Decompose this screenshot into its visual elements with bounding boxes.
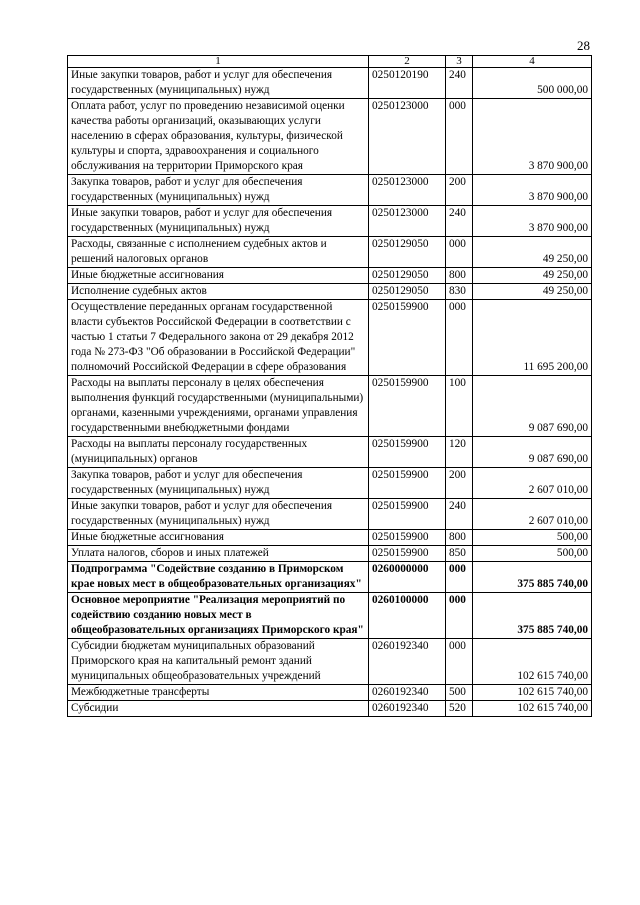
- table-row: [68, 546, 592, 562]
- row-amount: 9 087 690,00: [473, 437, 592, 468]
- row-amount: 500,00: [473, 530, 592, 546]
- row-code: 0250123000: [369, 99, 446, 175]
- row-code: 0250159900: [369, 300, 446, 376]
- row-type: 000: [446, 593, 473, 639]
- row-type: 200: [446, 468, 473, 499]
- row-name: Иные бюджетные ассигнования: [68, 268, 369, 284]
- row-name: Закупка товаров, работ и услуг для обеспечения государственных (муниципальных) нужд: [68, 468, 369, 499]
- row-amount: 3 870 900,00: [473, 175, 592, 206]
- row-name: Закупка товаров, работ и услуг для обеспечения государственных (муниципальных) нужд: [68, 175, 369, 206]
- row-code: 0250129050: [369, 284, 446, 300]
- row-amount: 9 087 690,00: [473, 376, 592, 437]
- row-type: 800: [446, 268, 473, 284]
- row-code: 0250123000: [369, 206, 446, 237]
- table-row: [68, 376, 592, 437]
- row-amount: 102 615 740,00: [473, 639, 592, 685]
- table-row: [68, 685, 592, 701]
- table-row: [68, 99, 592, 175]
- table-row: [68, 206, 592, 237]
- table-row: [68, 562, 592, 593]
- row-name: Иные бюджетные ассигнования: [68, 530, 369, 546]
- row-name: Расходы на выплаты персоналу государственных (муниципальных) органов: [68, 437, 369, 468]
- row-name: Иные закупки товаров, работ и услуг для обеспечения государственных (муниципальных) нужд: [68, 206, 369, 237]
- row-code: 0250129050: [369, 268, 446, 284]
- row-amount: 375 885 740,00: [473, 593, 592, 639]
- row-type: 000: [446, 300, 473, 376]
- row-name: Субсидии: [68, 701, 369, 717]
- row-type: 520: [446, 701, 473, 717]
- row-type: 800: [446, 530, 473, 546]
- row-amount: 3 870 900,00: [473, 99, 592, 175]
- row-name: Субсидии бюджетам муниципальных образований Приморского края на капитальный ремонт зданий муниципальных общеобразовательных учреждений: [68, 639, 369, 685]
- table-row: [68, 530, 592, 546]
- row-code: 0260100000: [369, 593, 446, 639]
- row-code: 0250159900: [369, 468, 446, 499]
- row-type: 850: [446, 546, 473, 562]
- row-amount: 49 250,00: [473, 237, 592, 268]
- table-row: [68, 499, 592, 530]
- row-amount: 500 000,00: [473, 68, 592, 99]
- table-row: [68, 237, 592, 268]
- row-name: Расходы на выплаты персоналу в целях обеспечения выполнения функций государственными (муниципальными) органами, казенными учреждениями, органами управления государственными внебюджетными фондами: [68, 376, 369, 437]
- row-code: 0250120190: [369, 68, 446, 99]
- row-name: Иные закупки товаров, работ и услуг для обеспечения государственных (муниципальных) нужд: [68, 68, 369, 99]
- row-code: 0250159900: [369, 530, 446, 546]
- table-row: [68, 437, 592, 468]
- row-type: 240: [446, 499, 473, 530]
- table-row: [68, 68, 592, 99]
- row-amount: 49 250,00: [473, 284, 592, 300]
- row-name: Основное мероприятие "Реализация мероприятий по содействию созданию новых мест в общеобразовательных организациях Приморского края": [68, 593, 369, 639]
- row-amount: 102 615 740,00: [473, 685, 592, 701]
- row-type: 000: [446, 99, 473, 175]
- row-name: Подпрограмма "Содействие созданию в Приморском крае новых мест в общеобразовательных организациях": [68, 562, 369, 593]
- table-row: [68, 593, 592, 639]
- row-type: 500: [446, 685, 473, 701]
- header-row: [68, 56, 592, 68]
- row-code: 0250123000: [369, 175, 446, 206]
- row-name: Расходы, связанные с исполнением судебных актов и решений налоговых органов: [68, 237, 369, 268]
- row-amount: 500,00: [473, 546, 592, 562]
- row-code: 0250159900: [369, 437, 446, 468]
- table-row: [68, 701, 592, 717]
- row-name: Оплата работ, услуг по проведению независимой оценки качества работы организаций, оказывающих услуги населению в сферах образования, культуры, физической культуры и спорта, здравоохранения и социального обслуживания на территории Приморского края: [68, 99, 369, 175]
- table-row: [68, 468, 592, 499]
- row-type: 240: [446, 68, 473, 99]
- row-amount: 102 615 740,00: [473, 701, 592, 717]
- row-code: 0250159900: [369, 376, 446, 437]
- header-col-1: 1: [68, 56, 369, 68]
- row-type: 200: [446, 175, 473, 206]
- header-col-4: 4: [473, 56, 592, 68]
- row-amount: 2 607 010,00: [473, 499, 592, 530]
- row-amount: 49 250,00: [473, 268, 592, 284]
- table-row: [68, 175, 592, 206]
- row-type: 830: [446, 284, 473, 300]
- row-type: 000: [446, 237, 473, 268]
- table-row: [68, 284, 592, 300]
- row-type: 000: [446, 639, 473, 685]
- budget-table-body: [68, 56, 592, 717]
- row-name: Исполнение судебных актов: [68, 284, 369, 300]
- row-code: 0260192340: [369, 685, 446, 701]
- row-amount: 3 870 900,00: [473, 206, 592, 237]
- row-code: 0260192340: [369, 701, 446, 717]
- row-amount: 11 695 200,00: [473, 300, 592, 376]
- table-row: [68, 268, 592, 284]
- row-code: 0260000000: [369, 562, 446, 593]
- page-number: 28: [577, 38, 590, 53]
- row-code: 0250159900: [369, 546, 446, 562]
- row-type: 100: [446, 376, 473, 437]
- table-row: [68, 300, 592, 376]
- budget-table: [67, 55, 592, 717]
- table-row: [68, 639, 592, 685]
- row-name: Уплата налогов, сборов и иных платежей: [68, 546, 369, 562]
- row-type: 120: [446, 437, 473, 468]
- row-code: 0250159900: [369, 499, 446, 530]
- row-amount: 375 885 740,00: [473, 562, 592, 593]
- row-type: 240: [446, 206, 473, 237]
- row-name: Межбюджетные трансферты: [68, 685, 369, 701]
- header-col-3: 3: [446, 56, 473, 68]
- row-name: Иные закупки товаров, работ и услуг для обеспечения государственных (муниципальных) нужд: [68, 499, 369, 530]
- row-name: Осуществление переданных органам государственной власти субъектов Российской Федерации в соответствии с частью 1 статьи 7 Федерального закона от 29 декабря 2012 года № 273-ФЗ "Об образовании в Российской Федерации" полномочий Российской Федерации в сфере образования: [68, 300, 369, 376]
- header-col-2: 2: [369, 56, 446, 68]
- row-code: 0260192340: [369, 639, 446, 685]
- row-type: 000: [446, 562, 473, 593]
- row-amount: 2 607 010,00: [473, 468, 592, 499]
- row-code: 0250129050: [369, 237, 446, 268]
